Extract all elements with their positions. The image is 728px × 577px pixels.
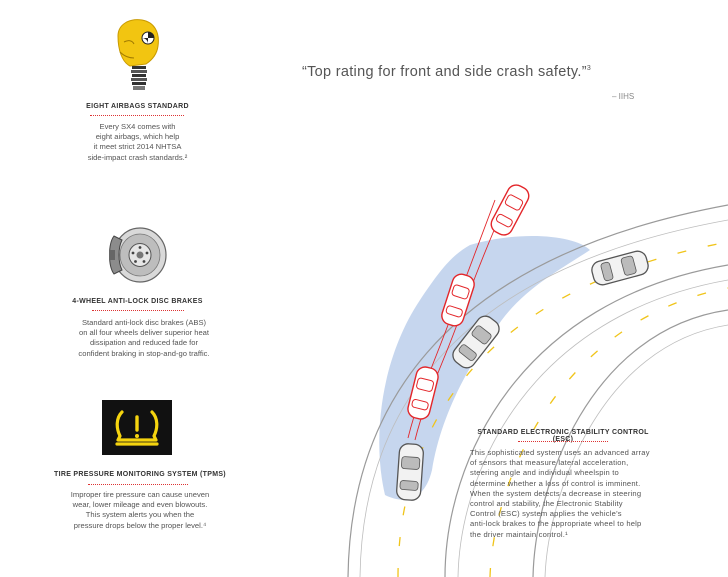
quote-attribution: – IIHS xyxy=(612,92,635,101)
safety-quote: “Top rating for front and side crash safety.”$^3$ xyxy=(302,64,592,80)
tire-pressure-warning-icon xyxy=(102,400,172,455)
divider xyxy=(90,115,184,116)
airbag-illustration xyxy=(108,18,168,92)
divider xyxy=(518,441,608,442)
feature-title-airbags: EIGHT AIRBAGS STANDARD xyxy=(86,103,189,110)
crash-test-dummy-icon xyxy=(108,18,168,92)
feature-body-esc: This sophisticated system uses an advanced array of sensors that measure lateral acceleration, steering angle and individual wheelspin to determine whether a loss of control is imminent. When the system detects a decrease in steering control and stability, the Electronic Stability Control (ESC) system applies the vehicle’s anti-lock brakes to the appropriate wheel to help the driver maintain control.¹ xyxy=(470,448,650,539)
feature-body-brakes: Standard anti-lock disc brakes (ABS) on all four wheels deliver superior heat dissipation and reduced fade for confident braking in stop-and-go traffic. xyxy=(78,318,210,358)
feature-title-esc: STANDARD ELECTRONIC STABILITY CONTROL (ESC) xyxy=(477,429,649,443)
feature-title-tpms: TIRE PRESSURE MONITORING SYSTEM (TPMS) xyxy=(54,471,226,478)
disc-brake-illustration xyxy=(100,222,170,284)
car-grey-1 xyxy=(396,443,424,501)
divider xyxy=(92,310,184,311)
tpms-warning-panel xyxy=(102,400,172,455)
feature-body-airbags: Every SX4 comes with eight airbags, which help it meet strict 2014 NHTSA side-impact crash standards.² xyxy=(87,122,188,162)
feature-body-tpms: Improper tire pressure can cause uneven wear, lower mileage and even blowouts. This system alerts you when the pressure drops below the proper level.⁴ xyxy=(70,490,210,530)
divider xyxy=(88,484,188,485)
car-red-1 xyxy=(488,182,532,238)
feature-title-brakes: 4-WHEEL ANTI-LOCK DISC BRAKES xyxy=(72,298,203,305)
disc-brake-icon xyxy=(100,222,170,284)
